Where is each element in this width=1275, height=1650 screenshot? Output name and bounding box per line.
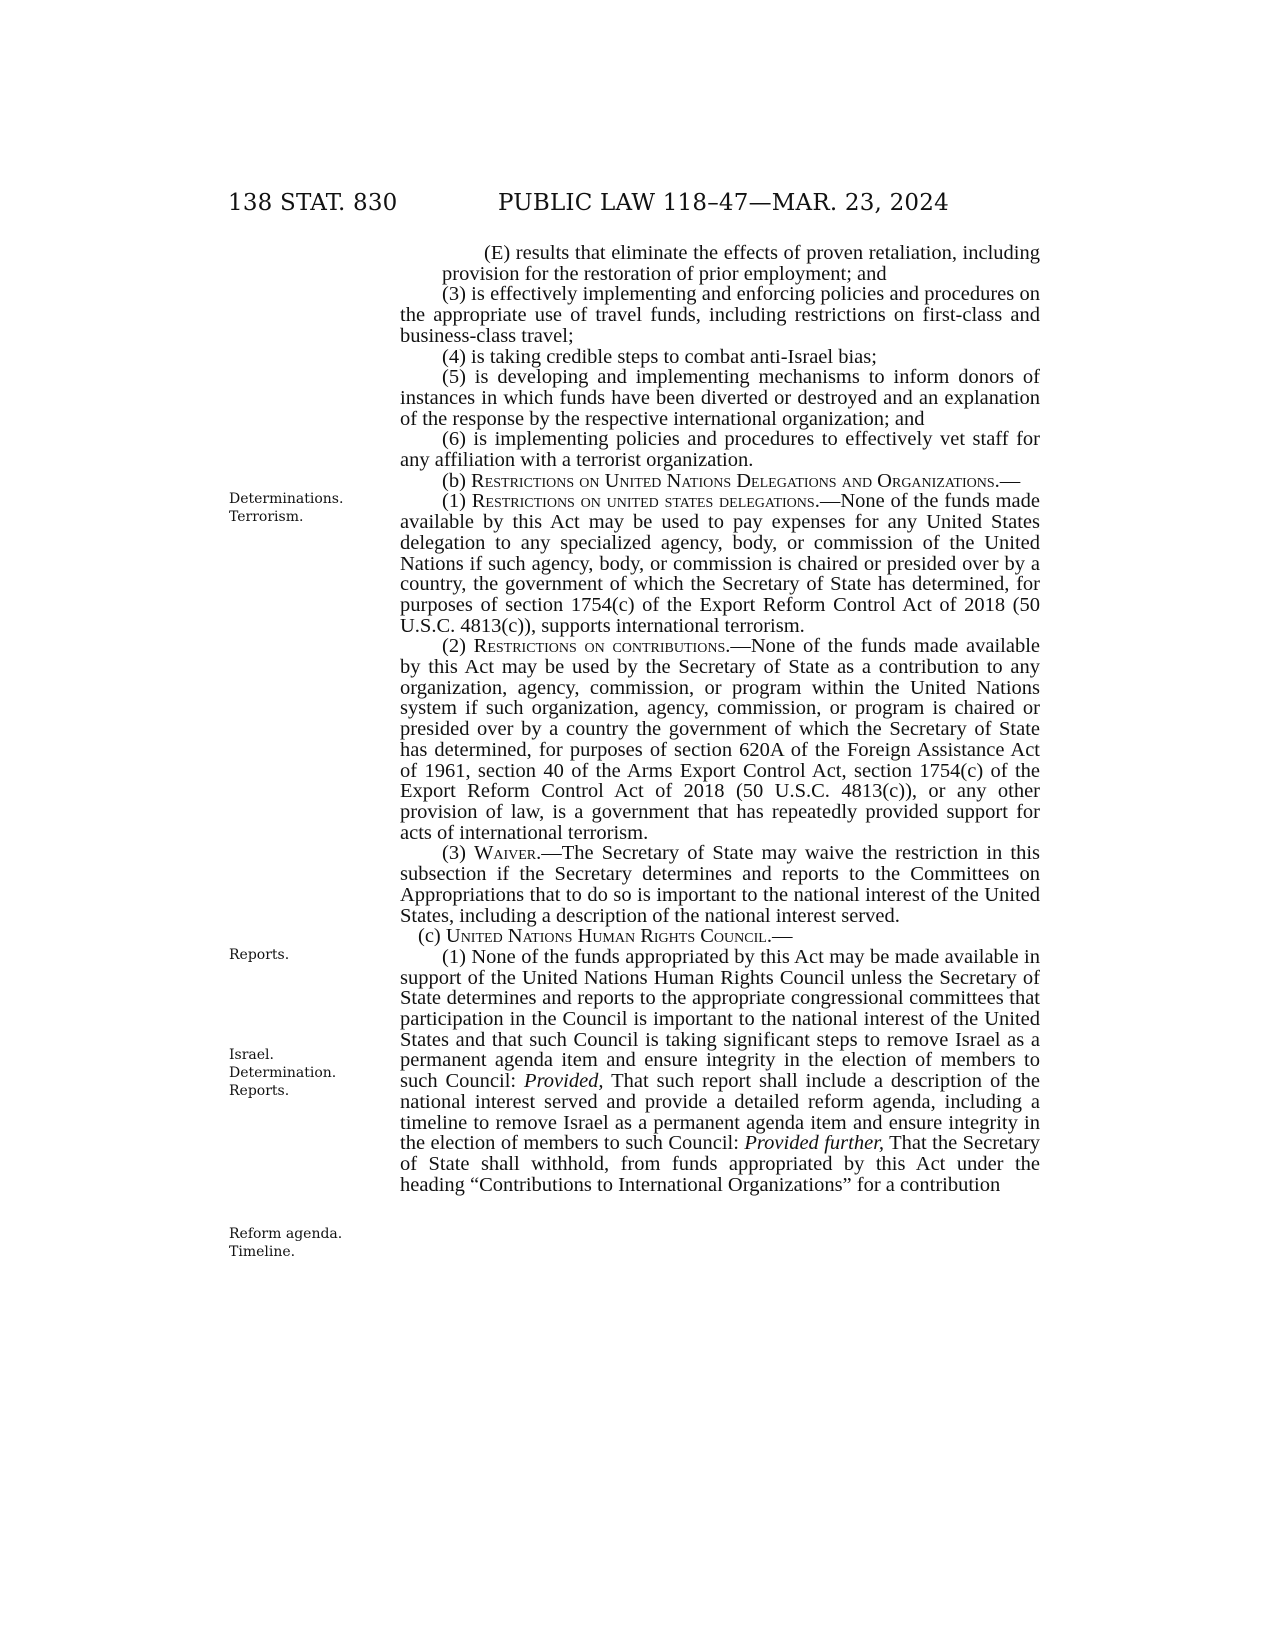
margin-note-line: Determination. [229,1065,337,1081]
subsection-b-title: Restrictions on United Nations Delegations and Organizations [471,469,995,492]
margin-note-israel [229,1046,336,1100]
paragraph-b3-heading: Waiver [474,842,537,865]
subsection-b-heading [376,471,1040,492]
paragraph-b2-label: (2) [442,635,474,658]
margin-note-reform [229,1225,342,1261]
paragraph-4: (4) is taking credible steps to combat anti-Israel bias; [442,345,877,368]
paragraph-c1-text-c: That the Secretary of State shall withhold, from funds appropriated by this Act under the heading “Contributions to International Organizations” for a contribution [400,1132,1041,1196]
paragraph-b3-text: .—The Secretary of State may waive the restriction in this subsection if the Secretary determines and reports to the Committees on Appropriations that to do so is important to the national interest of the United States, including a description of the national interest served. [400,842,1041,927]
running-head: PUBLIC LAW 118–47—MAR. 23, 2024 [498,190,949,216]
statute-body [376,243,1040,1195]
paragraph-b1-text: .—None of the funds made available by this Act may be used to pay expenses for any United States delegation to any specialized agency, body, or commission of the United Nations if such agency, body, or commission is chaired or presided over by a country, the government of which the Secretary of State has determined, for purposes of section 1754(c) of the Export Reform Control Act of 2018 (50 U.S.C. 4813(c)), supports international terrorism. [400,490,1040,637]
paragraph-b2 [376,636,1040,843]
subsection-c-title: United Nations Human Rights Council [445,925,767,948]
margin-note-line: Timeline. [229,1244,296,1260]
subsection-c-label: (c) [418,925,446,948]
paragraph-c1-provided: Provided, [524,1070,604,1093]
paragraph-b3 [376,843,1040,926]
paragraph-b1-label: (1) [442,490,472,513]
subsection-c-dash: .— [766,925,793,948]
margin-note-reports [229,946,289,964]
paragraph-6: (6) is implementing policies and procedures to effectively vet staff for any affiliation with a terrorist organization. [400,428,1040,472]
margin-note-line: Reports. [229,947,290,963]
margin-note-line: Terrorism. [229,509,304,525]
paragraph-c1 [376,947,1040,1195]
paragraph-c1-text-a: (1) None of the funds appropriated by this Act may be made available in support of the United Nations Human Rights Council unless the Secretary of State determines and reports to the appropriate congressional committees that participation in the Council is important to the national interest of the United States and that such Council is taking significant steps to remove Israel as a permanent agenda item and ensure integrity in the election of members to such Council: [400,945,1040,1093]
paragraph-b1 [376,491,1040,636]
paragraph-c1-provided-further: Provided further, [744,1132,885,1155]
page-citation: 138 STAT. 830 [228,190,398,216]
margin-note-line: Reports. [229,1083,290,1099]
paragraph-b2-heading: Restrictions on contributions [473,635,726,658]
subsection-b-dash: .— [994,469,1021,492]
paragraph-5: (5) is developing and implementing mechanisms to inform donors of instances in which funds have been diverted or destroyed and an explanation of the response by the respective international organization; and [400,366,1040,430]
margin-note-line: Israel. [229,1047,274,1063]
paragraph-e: (E) results that eliminate the effects of proven retaliation, including provision for the restoration of prior employment; and [442,242,1040,285]
subsection-b-label: (b) [442,469,472,492]
paragraph-c1-text-b: That such report shall include a description of the national interest served and provide a detailed reform agenda, including a timeline to remove Israel as a permanent agenda item and ensure integrity in the election of members to such Council: [400,1070,1040,1155]
paragraph-3: (3) is effectively implementing and enforcing policies and procedures on the appropriate use of travel funds, including restrictions on first-class and business-class travel; [400,283,1040,347]
paragraph-b3-label: (3) [442,842,475,865]
paragraph-b1-heading: Restrictions on united states delegations [471,490,815,513]
paragraph-b2-text: .—None of the funds made available by this Act may be used by the Secretary of State as a contribution to any organization, agency, commission, or program within the United Nations system if such organization, agency, commission, or program is chaired or presided over by a country the government of which the Secretary of State has determined, for purposes of section 620A of the Foreign Assistance Act of 1961, section 40 of the Arms Export Control Act, section 1754(c) of the Export Reform Control Act of 2018 (50 U.S.C. 4813(c)), or any other provision of law, is a government that has repeatedly provided support for acts of international terrorism. [400,635,1040,844]
subsection-c-heading [376,926,1040,947]
margin-note-determinations [229,490,343,526]
margin-note-line: Reform agenda. [229,1226,343,1242]
margin-note-line: Determinations. [229,491,344,507]
